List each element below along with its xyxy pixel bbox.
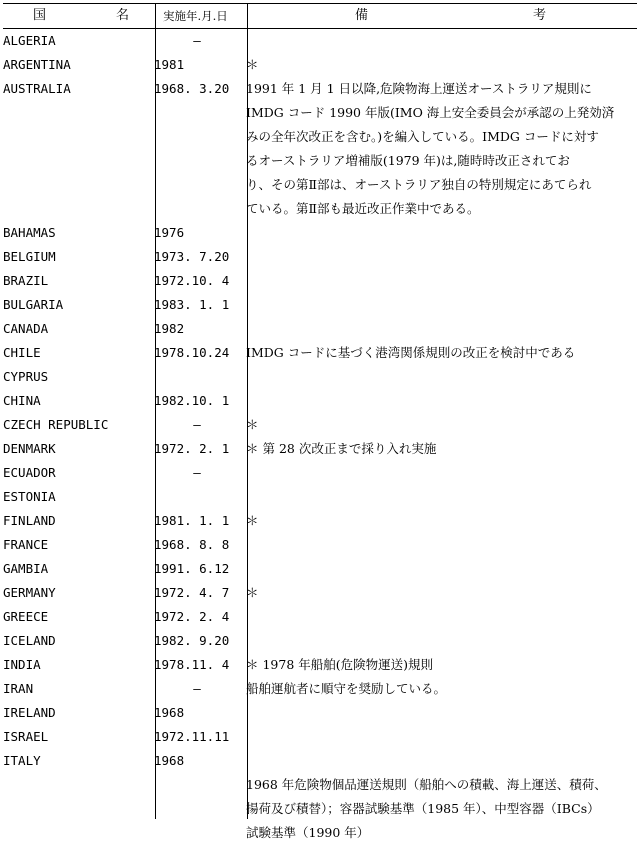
effective-date: 1968. 8. 8 [154,537,230,552]
remarks-cell [246,509,637,533]
effective-date: 1991. 6.12 [154,561,230,576]
table-row [3,581,637,605]
remarks-line: 試験基準（1990 年） [246,825,370,840]
header-country-char1: 国 [33,8,47,23]
table-row [3,29,637,53]
effective-date: 1978.10.24 [154,345,230,360]
table-row [3,293,637,317]
table-row [3,413,637,437]
effective-date: 1968 [154,705,185,720]
country-name: DENMARK [3,441,56,456]
table-row [3,629,637,653]
effective-date: 1972.10. 4 [154,273,230,288]
effective-date: 1968. 3.20 [154,81,230,96]
remarks-cell [246,461,637,485]
effective-date: 1973. 7.20 [154,249,230,264]
country-name: BRAZIL [3,273,49,288]
remarks-cell [246,533,637,557]
effective-date: ― [193,33,201,48]
effective-date [154,485,246,509]
remarks-cell [246,221,637,245]
remarks-line: ＊ [246,585,259,600]
country-name: FRANCE [3,537,49,552]
remarks-line: 1968 年危険物個品運送規則（船舶への積載、海上運送、積荷、 [246,777,607,792]
effective-date: 1976 [154,225,185,240]
remarks-line: 船舶運航者に順守を奨励している。 [246,681,447,696]
country-name: FINLAND [3,513,56,528]
country-name: CHINA [3,393,41,408]
remarks-cell [246,557,637,581]
remarks-cell [246,365,637,389]
effective-date: ― [193,465,201,480]
country-table [3,29,637,845]
remarks-cell [246,317,637,341]
effective-date: 1982. 9.20 [154,633,230,648]
effective-date: 1972. 2. 1 [154,441,230,456]
country-name: ALGERIA [3,33,56,48]
remarks-line [246,749,637,773]
country-name: ECUADOR [3,465,56,480]
document-page [3,3,637,840]
remarks-cell [246,413,637,437]
table-row [3,557,637,581]
country-name: IRAN [3,681,34,696]
country-name: ISRAEL [3,729,49,744]
remarks-cell [246,341,637,365]
table-row [3,677,637,701]
effective-date: 1972. 4. 7 [154,585,230,600]
table-row [3,701,637,725]
country-name: ICELAND [3,633,56,648]
remarks-cell [246,725,637,749]
header-date: 実施年.月.日 [163,9,228,23]
remarks-line: るオーストラリア増補版(1979 年)は,随時時改正されてお [246,153,570,168]
table-row [3,245,637,269]
remarks-line: ＊ [246,57,259,72]
remarks-line: ている。第Ⅱ部も最近改正作業中である。 [246,201,480,216]
country-table-body [3,29,637,845]
table-row [3,725,637,749]
remarks-line: IMDG コードに基づく港湾関係規則の改正を検討中である [246,345,576,360]
remarks-cell [246,293,637,317]
remarks-cell [246,245,637,269]
table-row [3,317,637,341]
remarks-line: ＊ 第 28 次改正まで採り入れ実施 [246,441,437,456]
country-name: INDIA [3,657,41,672]
table-row [3,533,637,557]
country-name: CHILE [3,345,41,360]
table-top-border [3,3,637,4]
effective-date: 1978.11. 4 [154,657,230,672]
remarks-cell [246,29,637,53]
table-row [3,509,637,533]
effective-date: 1983. 1. 1 [154,297,230,312]
remarks-line: ＊ [246,417,259,432]
table-row [3,389,637,413]
remarks-line: ＊ 1978 年船舶(危険物運送)規則 [246,657,434,672]
table-row [3,341,637,365]
effective-date: ― [193,681,201,696]
remarks-cell [246,77,637,221]
remarks-cell [246,653,637,677]
country-name: ITALY [3,753,41,768]
country-name: GREECE [3,609,49,624]
table-row [3,437,637,461]
table-row [3,77,637,221]
country-name: ARGENTINA [3,57,71,72]
effective-date: 1981. 1. 1 [154,513,230,528]
table-row [3,653,637,677]
remarks-cell [246,701,637,725]
table-row [3,365,637,389]
country-name: GAMBIA [3,561,49,576]
remarks-line: IMDG コード 1990 年版(IMO 海上安全委員会が承認の上発効済 [246,105,615,120]
table-row [3,485,637,509]
table-row [3,53,637,77]
country-name: ESTONIA [3,489,56,504]
remarks-line: 揚荷及び積替）；容器試験基準（1985 年）、中型容器（IBCs） [246,801,600,816]
remarks-cell [246,389,637,413]
remarks-cell [246,605,637,629]
remarks-cell [246,749,637,845]
remarks-cell [246,485,637,509]
table-row [3,221,637,245]
remarks-line: り、その第Ⅱ部は、オーストラリア独自の特別規定にあてられ [246,177,592,192]
remarks-cell [246,581,637,605]
header-country-char2: 名 [116,8,130,23]
country-name: AUSTRALIA [3,81,71,96]
remarks-line: 1991 年 1 月 1 日以降,危険物海上運送オーストラリア規則に [246,81,592,96]
effective-date: 1968 [154,753,185,768]
table-row [3,605,637,629]
country-name: CZECH REPUBLIC [3,417,109,432]
header-remarks-char2: 考 [533,8,547,23]
country-name: IRELAND [3,705,56,720]
table-row [3,749,637,845]
remarks-cell [246,677,637,701]
effective-date: 1981 [154,57,185,72]
table-row [3,461,637,485]
remarks-cell [246,53,637,77]
country-name: BELGIUM [3,249,56,264]
effective-date: 1972. 2. 4 [154,609,230,624]
effective-date: ― [193,417,201,432]
effective-date: 1982 [154,321,185,336]
effective-date: 1972.11.11 [154,729,230,744]
table-row [3,269,637,293]
country-name: BAHAMAS [3,225,56,240]
effective-date: 1982.10. 1 [154,393,230,408]
remarks-cell [246,437,637,461]
country-name: GERMANY [3,585,56,600]
remarks-cell [246,269,637,293]
country-name: CANADA [3,321,49,336]
remarks-line: みの全年次改正を含む。)を編入している。IMDG コードに対す [246,129,599,144]
country-name: CYPRUS [3,369,49,384]
header-remarks-char1: 備 [355,8,369,23]
country-name: BULGARIA [3,297,64,312]
remarks-line: ＊ [246,513,259,528]
remarks-cell [246,629,637,653]
effective-date [154,365,246,389]
